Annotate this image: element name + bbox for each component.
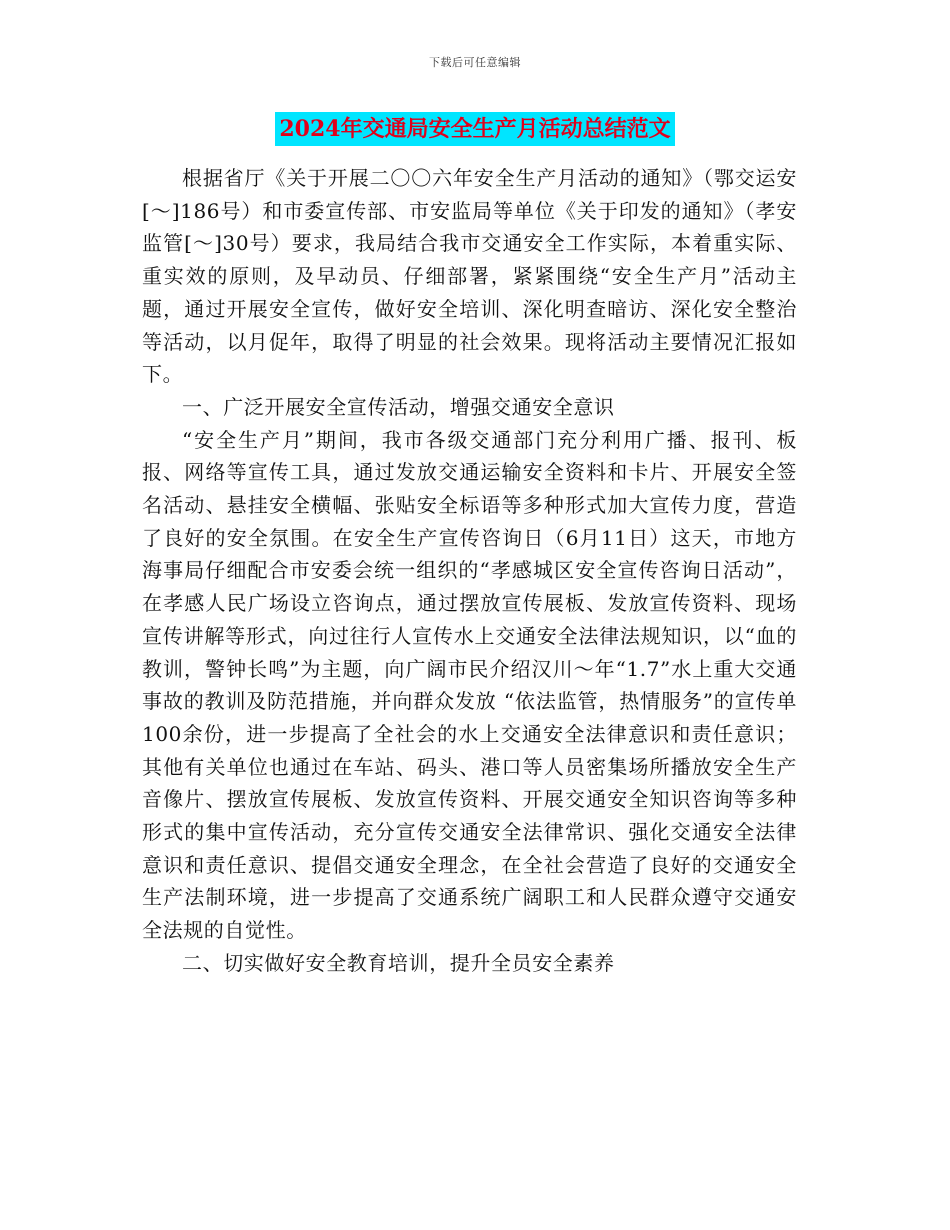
section-heading-2: 二、切实做好安全教育培训，提升全员安全素养 bbox=[182, 950, 615, 975]
section-1-paragraph: “安全生产月”期间，我市各级交通部门充分利用广播、报刊、板报、网络等宣传工具，通过发放交通运输安全资料和卡片、开展安全签名活动、悬挂安全横幅、张贴安全标语等多种形式加大宣传力度，营造了良好的安全氛围。在安全生产宣传咨询日（6月11日）这天，市地方海事局仔细配合市安委会统一组织的“孝感城区安全宣传咨询日活动”，在孝感人民广场设立咨询点，通过摆放宣传展板、发放宣传资料、现场宣传讲解等形式，向过往行人宣传水上交通安全法律法规知识，以“血的教训，警钟长鸣”为主题，向广阔市民介绍汉川～年“1.7”水上重大交通事故的教训及防范措施，并向群众发放 “依法监管，热情服务”的宣传单100余份，进一步提高了全社会的水上交通安全法律意识和责任意识；其他有关单位也通过在车站、码头、港口等人员密集场所播放安全生产音像片、摆放宣传展板、发放宣传资料、开展交通安全知识咨询等多种形式的集中宣传活动，充分宣传交通安全法律常识、强化交通安全法律意识和责任意识、提倡交通安全理念，在全社会营造了良好的交通安全生产法制环境，进一步提高了交通系统广阔职工和人民群众遵守交通安全法规的自觉性。 bbox=[142, 427, 797, 943]
document-title: 2024年交通局安全生产月活动总结范文 bbox=[275, 112, 674, 146]
title-wrapper bbox=[0, 112, 950, 146]
section-heading-1: 一、广泛开展安全宣传活动，增强交通安全意识 bbox=[182, 394, 615, 419]
header-note: 下载后可任意编辑 bbox=[429, 56, 521, 69]
intro-paragraph: 根据省厅《关于开展二〇〇六年安全生产月活动的通知》（鄂交运安[～]186号）和市委宣传部、市安监局等单位《关于印发的通知》（孝安监管[～]30号）要求，我局结合我市交通安全工作实际，本着重实际、重实效的原则，及早动员、仔细部署，紧紧围绕“安全生产月”活动主题，通过开展安全宣传，做好安全培训、深化明查暗访、深化安全整治等活动，以月促年，取得了明显的社会效果。现将活动主要情况汇报如下。 bbox=[142, 166, 797, 387]
document-body bbox=[142, 162, 797, 980]
